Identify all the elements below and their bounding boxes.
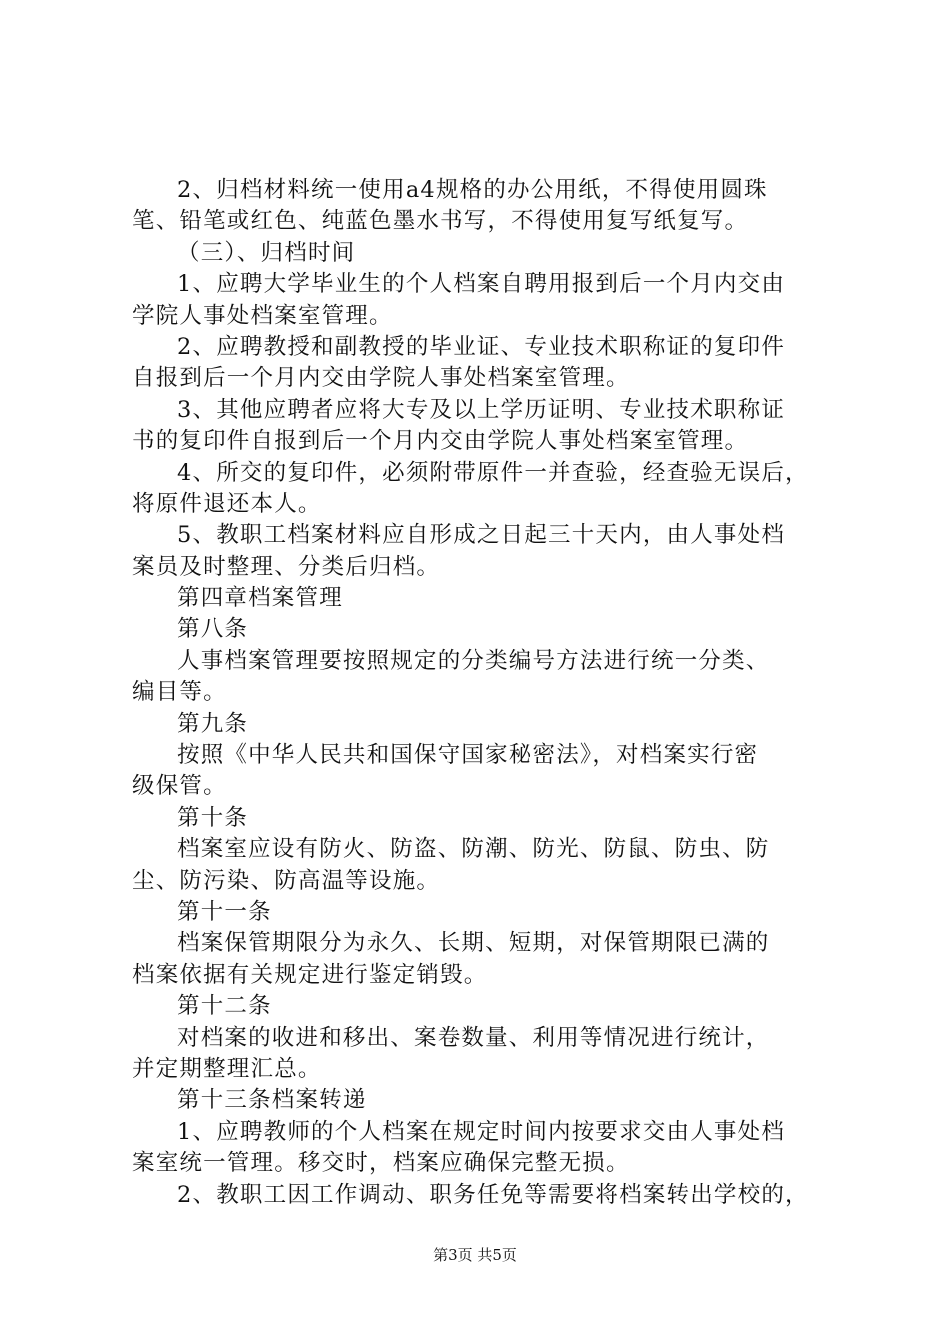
text-line: 学院人事处档案室管理。 <box>132 302 393 329</box>
text-line: 1、应聘大学毕业生的个人档案自聘用报到后一个月内交由 <box>177 271 786 298</box>
text-line: 4、所交的复印件，必须附带原件一并查验，经查验无误后， <box>177 459 809 486</box>
text-line: 2、教职工因工作调动、职务任免等需要将档案转出学校的， <box>177 1181 809 1208</box>
text-line: 笔、铅笔或红色、纯蓝色墨水书写，不得使用复写纸复写。 <box>132 208 749 235</box>
text-line: 对档案的收进和移出、案卷数量、利用等情况进行统计， <box>177 1024 770 1051</box>
text-line: 第十三条档案转递 <box>177 1087 367 1114</box>
text-line: 第九条 <box>177 710 249 737</box>
text-line: 按照《中华人民共和国保守国家秘密法》，对档案实行密 <box>177 742 759 769</box>
text-line: 级保管。 <box>132 773 227 800</box>
text-line: 1、应聘教师的个人档案在规定时间内按要求交由人事处档 <box>177 1118 786 1145</box>
text-line: 5、教职工档案材料应自形成之日起三十天内，由人事处档 <box>177 522 786 549</box>
text-line: 案室统一管理。移交时，档案应确保完整无损。 <box>132 1150 630 1177</box>
text-line: 第四章档案管理 <box>177 585 343 612</box>
text-line: 第八条 <box>177 616 249 643</box>
text-line: 编目等。 <box>132 679 227 706</box>
text-line: 第十一条 <box>177 898 272 925</box>
text-line: 将原件退还本人。 <box>132 490 322 517</box>
text-line: 书的复印件自报到后一个月内交由学院人事处档案室管理。 <box>132 428 749 455</box>
page-footer: 第3页 共5页 <box>433 1246 517 1264</box>
text-line: 并定期整理汇总。 <box>132 1055 322 1082</box>
text-line: 2、应聘教授和副教授的毕业证、专业技术职称证的复印件 <box>177 333 786 360</box>
text-line: 自报到后一个月内交由学院人事处档案室管理。 <box>132 365 630 392</box>
text-line: 2、归档材料统一使用a4规格的办公用纸，不得使用圆珠 <box>177 177 768 203</box>
text-line: 案员及时整理、分类后归档。 <box>132 553 441 580</box>
text-line: 档案室应设有防火、防盗、防潮、防光、防鼠、防虫、防 <box>177 836 770 863</box>
text-line: 档案依据有关规定进行鉴定销毁。 <box>132 961 488 988</box>
document-body <box>132 175 832 1211</box>
text-line: 第十条 <box>177 804 249 831</box>
text-line: （三）、归档时间 <box>177 239 356 266</box>
text-line: 第十二条 <box>177 993 272 1020</box>
text-line: 人事档案管理要按照规定的分类编号方法进行统一分类、 <box>177 647 770 674</box>
text-line: 档案保管期限分为永久、长期、短期，对保管期限已满的 <box>177 930 770 957</box>
text-line: 3、其他应聘者应将大专及以上学历证明、专业技术职称证 <box>177 396 786 423</box>
text-line: 尘、防污染、防高温等设施。 <box>132 867 441 894</box>
